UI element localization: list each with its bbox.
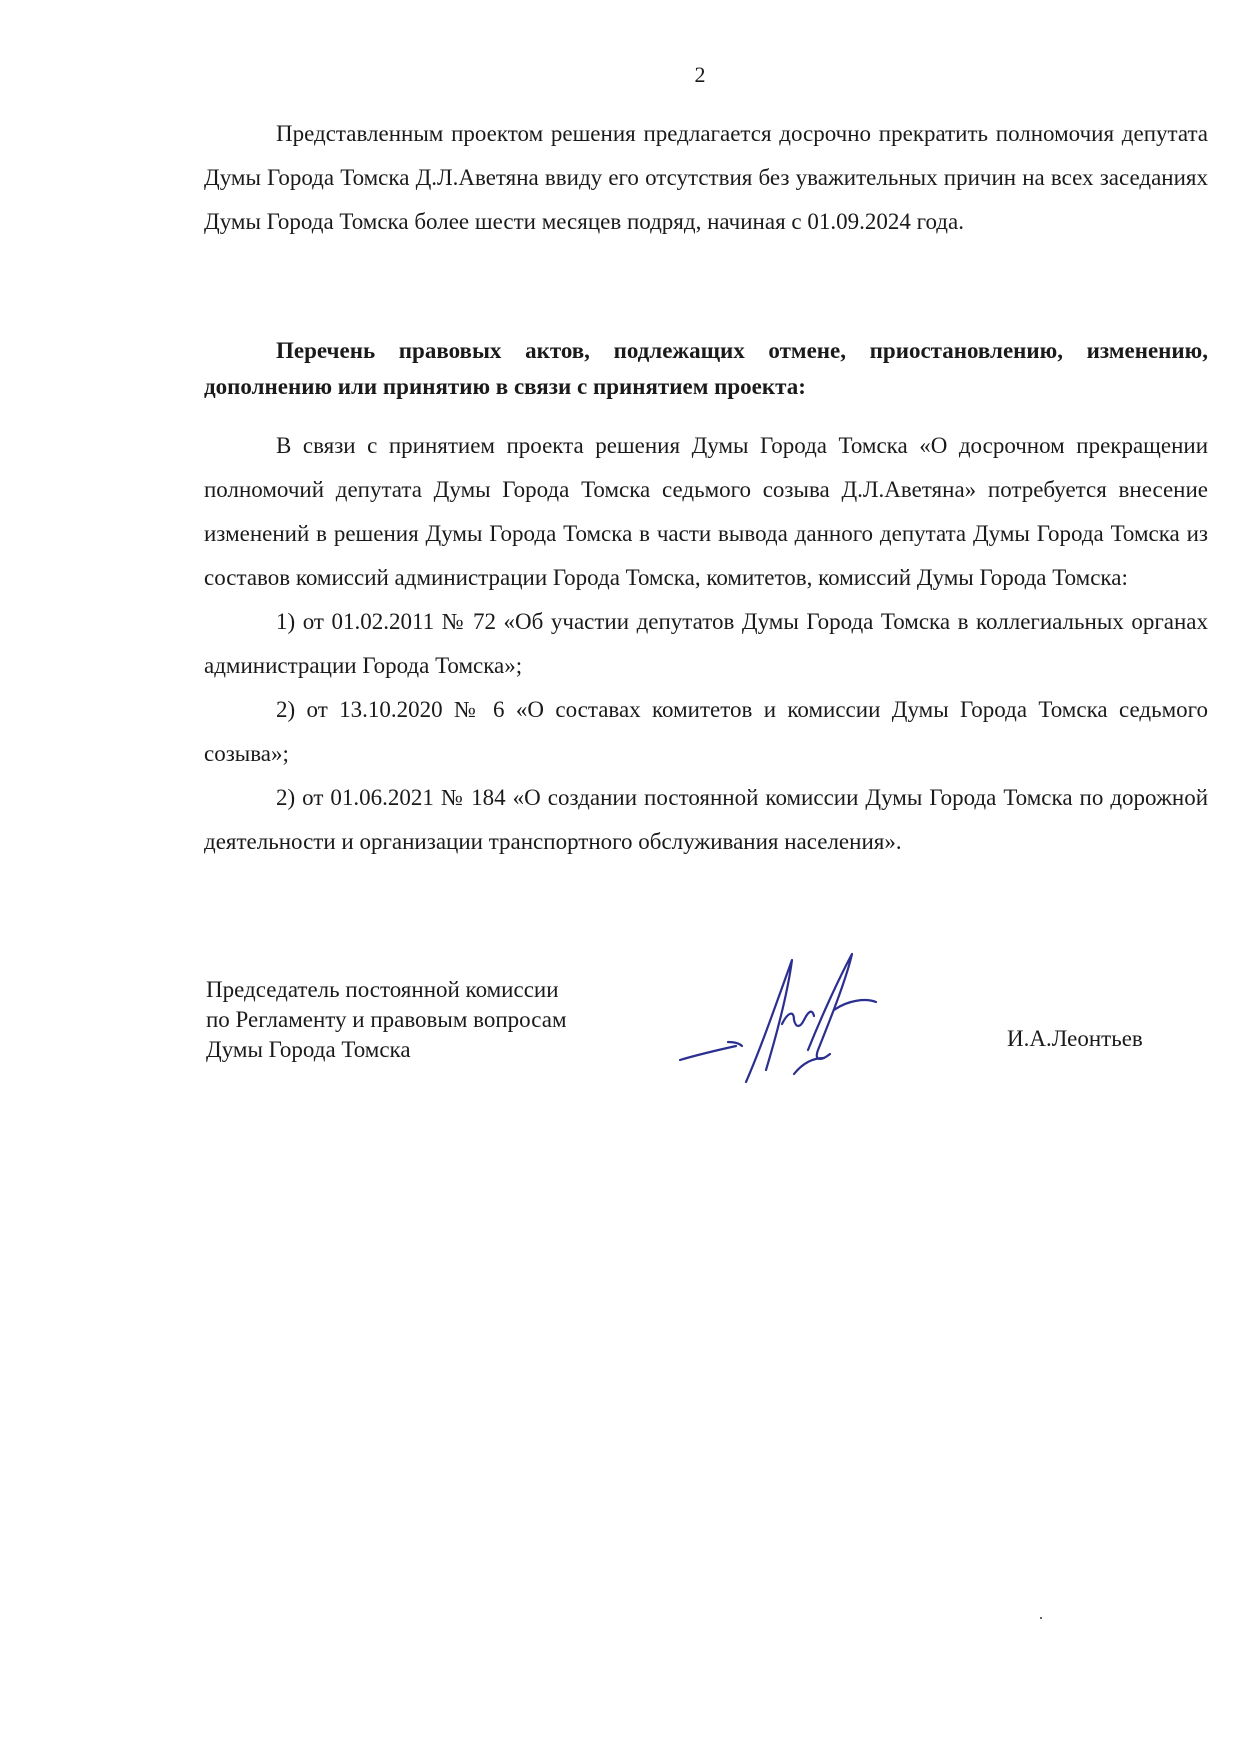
signatory-title-line: по Регламенту и правовым вопросам bbox=[206, 1007, 567, 1032]
signatory-title-line: Председатель постоянной комиссии bbox=[206, 977, 559, 1002]
page-number: 2 bbox=[694, 62, 706, 87]
scan-speck bbox=[1040, 1617, 1042, 1619]
signatory-title bbox=[206, 975, 567, 1065]
intro-paragraph: Представленным проектом решения предлагается досрочно прекратить полномочия депутата Думы Города Томска Д.Л.Аветяна ввиду его отсутствия без уважительных причин на всех заседаниях Думы Города Томска более шести месяцев подряд, начиная с 01.09.2024 года. bbox=[204, 121, 1208, 234]
signatory-title-line: Думы Города Томска bbox=[206, 1037, 411, 1062]
body-paragraph: В связи с принятием проекта решения Думы Города Томска «О досрочном прекращении полномочий депутата Думы Города Томска седьмого созыва Д.Л.Аветяна» потребуется внесение изменений в решения Думы Города Томска в части вывода данного депутата Думы Города Томска из составов комиссий администрации Города Томска, комитетов, комиссий Думы Города Томска: bbox=[204, 433, 1208, 590]
list-item: 1) от 01.02.2011 № 72 «Об участии депутатов Думы Города Томска в коллегиальных органах администрации Города Томска»; bbox=[204, 609, 1208, 678]
signatory-name: И.А.Леонтьев bbox=[1007, 1026, 1143, 1051]
list-item: 2) от 13.10.2020 № 6 «О составах комитетов и комиссии Думы Города Томска седьмого созыва»; bbox=[204, 697, 1208, 766]
section-heading: Перечень правовых актов, подлежащих отмене, приостановлению, изменению, дополнению или принятию в связи с принятием проекта: bbox=[204, 338, 1208, 399]
body-section bbox=[204, 424, 1208, 864]
handwritten-signature bbox=[670, 950, 930, 1100]
intro-section bbox=[204, 112, 1208, 244]
list-item: 2) от 01.06.2021 № 184 «О создании постоянной комиссии Думы Города Томска по дорожной деятельности и организации транспортного обслуживания населения». bbox=[204, 785, 1208, 854]
